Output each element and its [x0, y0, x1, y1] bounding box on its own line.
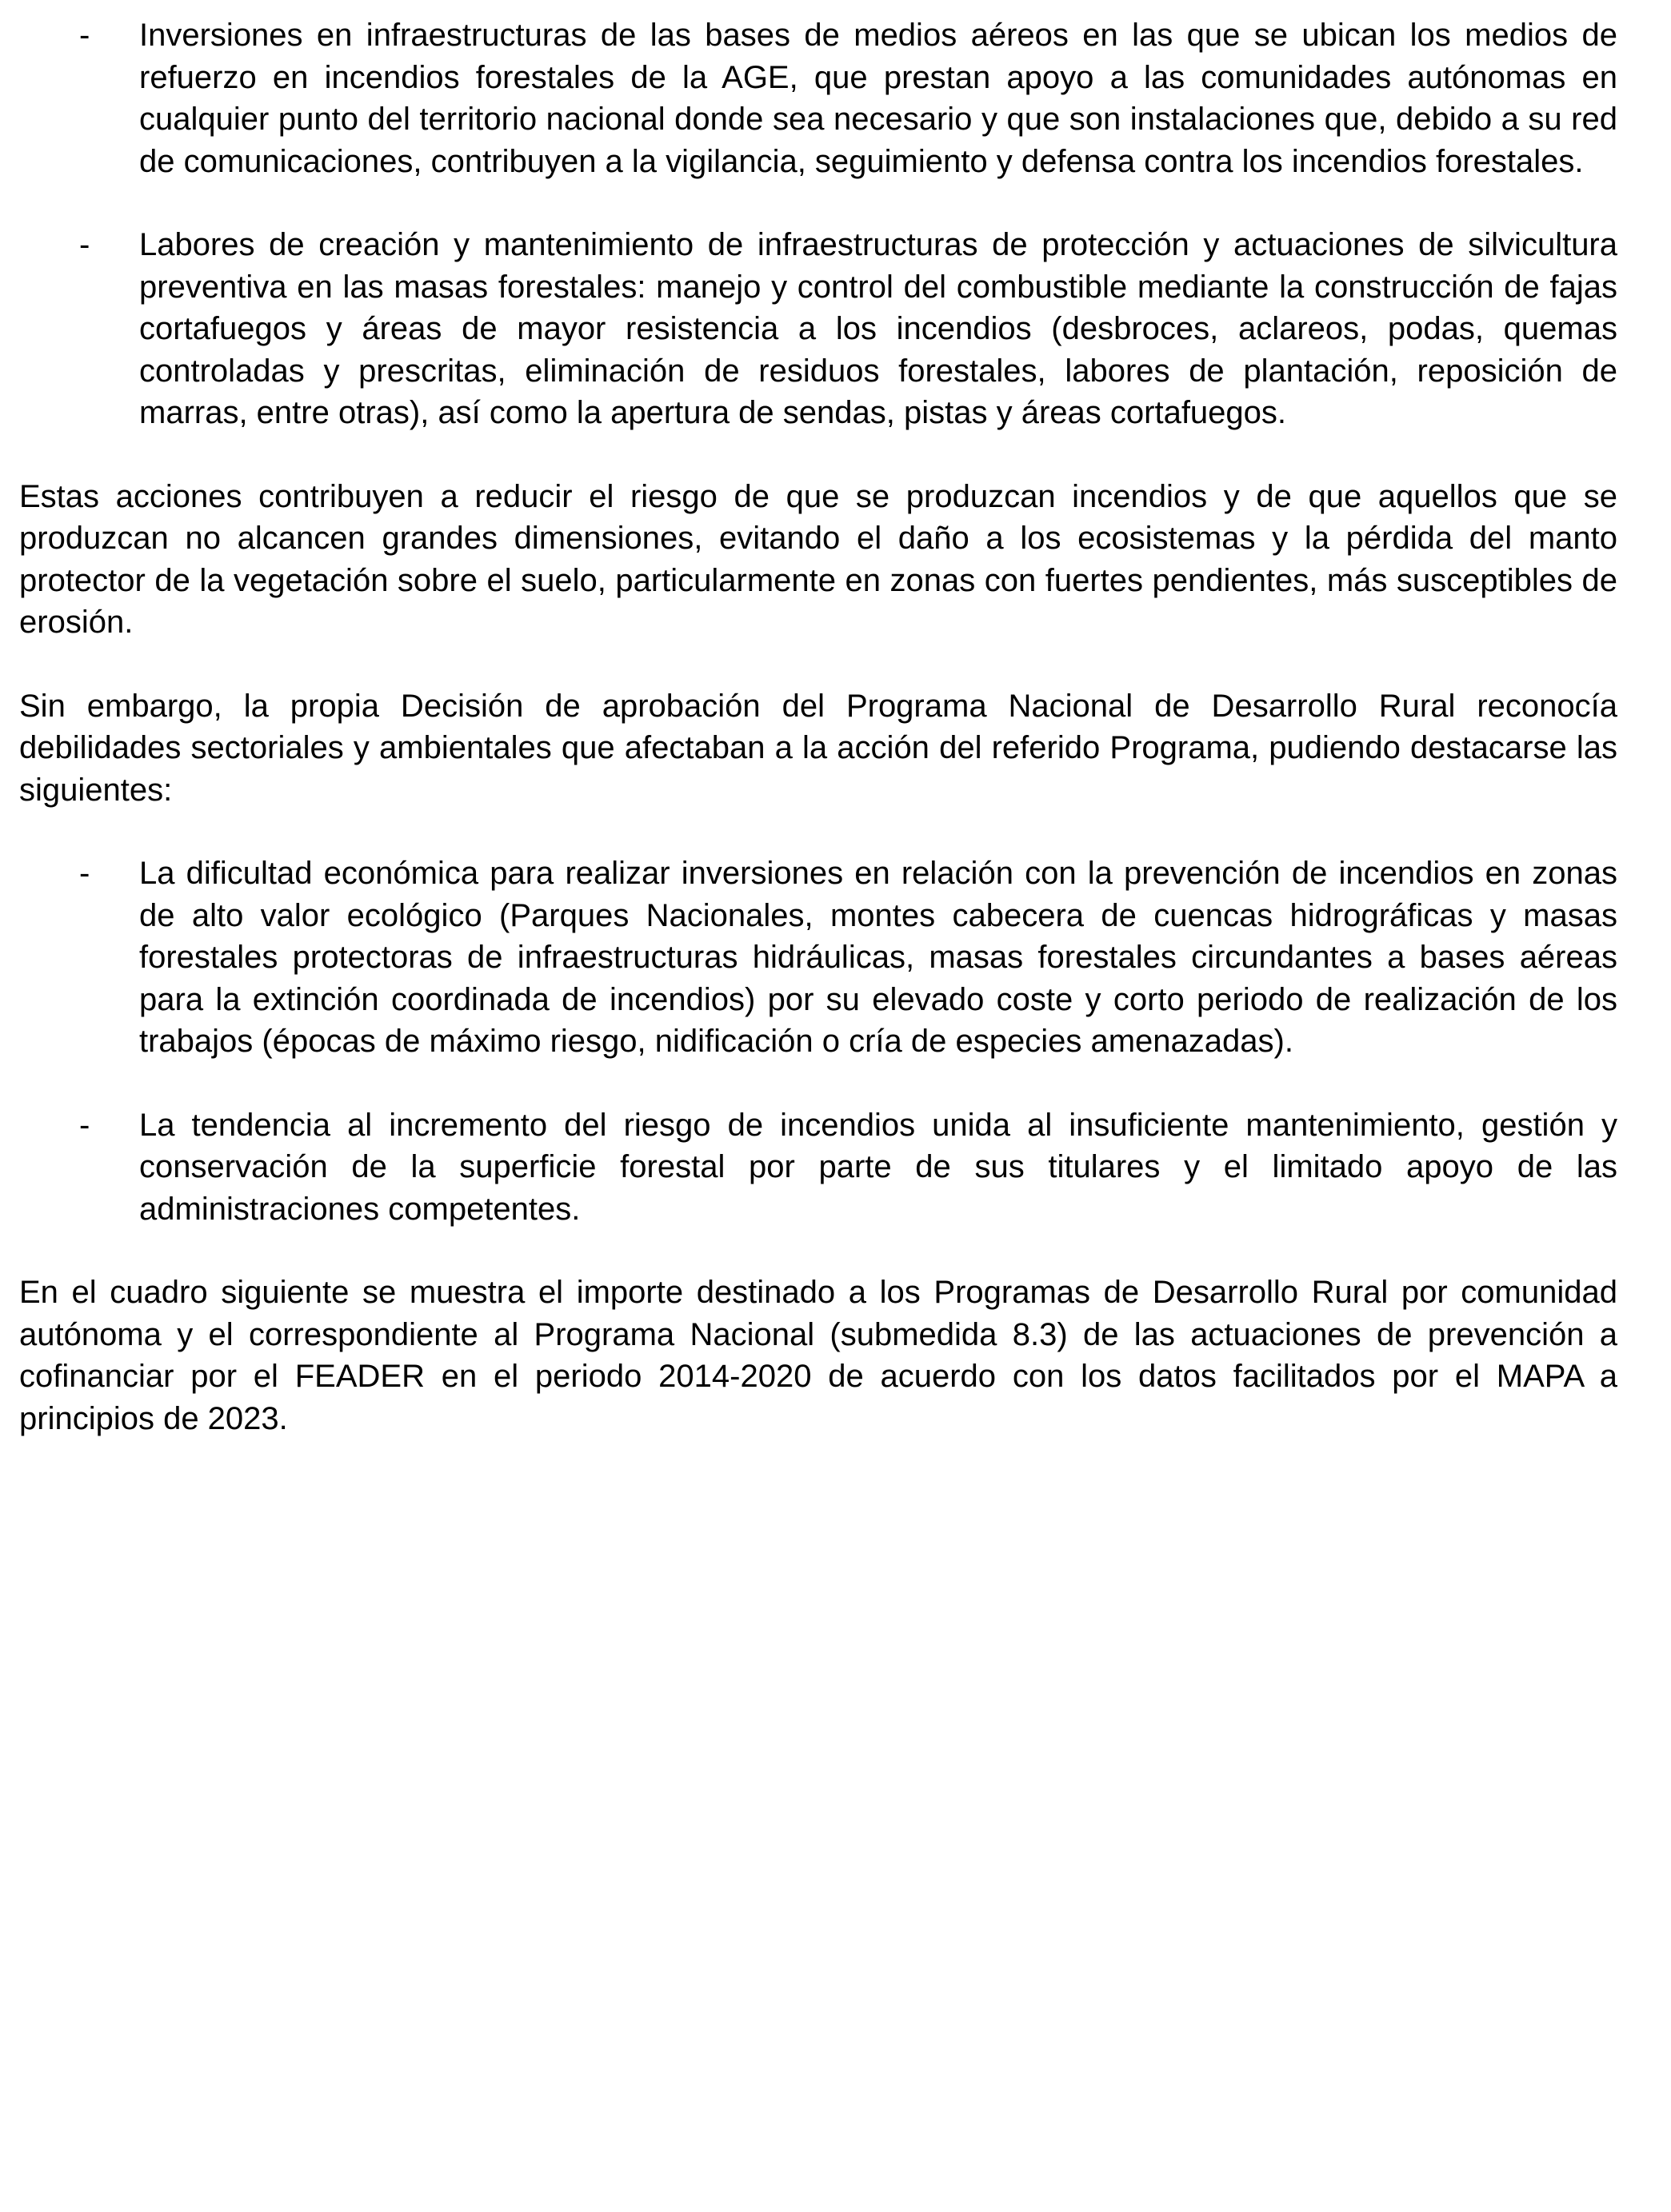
bullet-dash: -: [79, 856, 90, 891]
bullet-list-weaknesses: [19, 852, 1617, 1230]
document-body: [19, 14, 1617, 1481]
paragraph-table-intro: En el cuadro siguiente se muestra el importe destinado a los Programas de Desarrollo Rural por comunidad autónoma y el correspondiente al Programa Nacional (submedida 8.3) de las actuaciones de prevención a cofinanciar por el FEADER en el periodo 2014-2020 de acuerdo con los datos facilitados por el MAPA a principios de 2023.: [19, 1275, 1617, 1436]
list-item: [19, 14, 1617, 182]
bullet-dash: -: [79, 1107, 90, 1143]
bullet-text: Inversiones en infraestructuras de las bases de medios aéreos en las que se ubican los medios de refuerzo en incendios forestales de la AGE, que prestan apoyo a las comunidades autónomas en cualquier punto del territorio nacional donde sea necesario y que son instalaciones que, debido a su red de comunicaciones, contribuyen a la vigilancia, seguimiento y defensa contra los incendios forestales.: [139, 18, 1617, 179]
bullet-text: La tendencia al incremento del riesgo de incendios unida al insuficiente mantenimiento, gestión y conservación de la superficie forestal por parte de sus titulares y el limitado apoyo de las administraciones competentes.: [139, 1107, 1617, 1227]
list-item: [19, 852, 1617, 1063]
bullet-text: Labores de creación y mantenimiento de infraestructuras de protección y actuaciones de silvicultura preventiva en las masas forestales: manejo y control del combustible mediante la construcción de fajas cortafuegos y áreas de mayor resistencia a los incendios (desbroces, aclareos, podas, quemas controladas y prescritas, eliminación de residuos forestales, labores de plantación, reposición de marras, entre otras), así como la apertura de sendas, pistas y áreas cortafuegos.: [139, 227, 1617, 430]
bullet-dash: -: [79, 227, 90, 262]
paragraph-weaknesses-intro: Sin embargo, la propia Decisión de aprobación del Programa Nacional de Desarrollo Rural reconocía debilidades sectoriales y ambientales que afectaban a la acción del referido Programa, pudiendo destacarse las siguientes:: [19, 688, 1617, 808]
bullet-list-infrastructure: [19, 14, 1617, 434]
list-item: [19, 224, 1617, 434]
list-item: [19, 1104, 1617, 1231]
bullet-dash: -: [79, 18, 90, 53]
paragraph-actions-effect: Estas acciones contribuyen a reducir el riesgo de que se produzcan incendios y de que aquellos que se produzcan no alcancen grandes dimensiones, evitando el daño a los ecosistemas y la pérdida del manto protector de la vegetación sobre el suelo, particularmente en zonas con fuertes pendientes, más susceptibles de erosión.: [19, 478, 1617, 640]
bullet-text: La dificultad económica para realizar inversiones en relación con la prevención de incendios en zonas de alto valor ecológico (Parques Nacionales, montes cabecera de cuencas hidrográficas y masas forestales protectoras de infraestructuras hidráulicas, masas forestales circundantes a bases aéreas para la extinción coordinada de incendios) por su elevado coste y corto periodo de realización de los trabajos (épocas de máximo riesgo, nidificación o cría de especies amenazadas).: [139, 856, 1617, 1059]
